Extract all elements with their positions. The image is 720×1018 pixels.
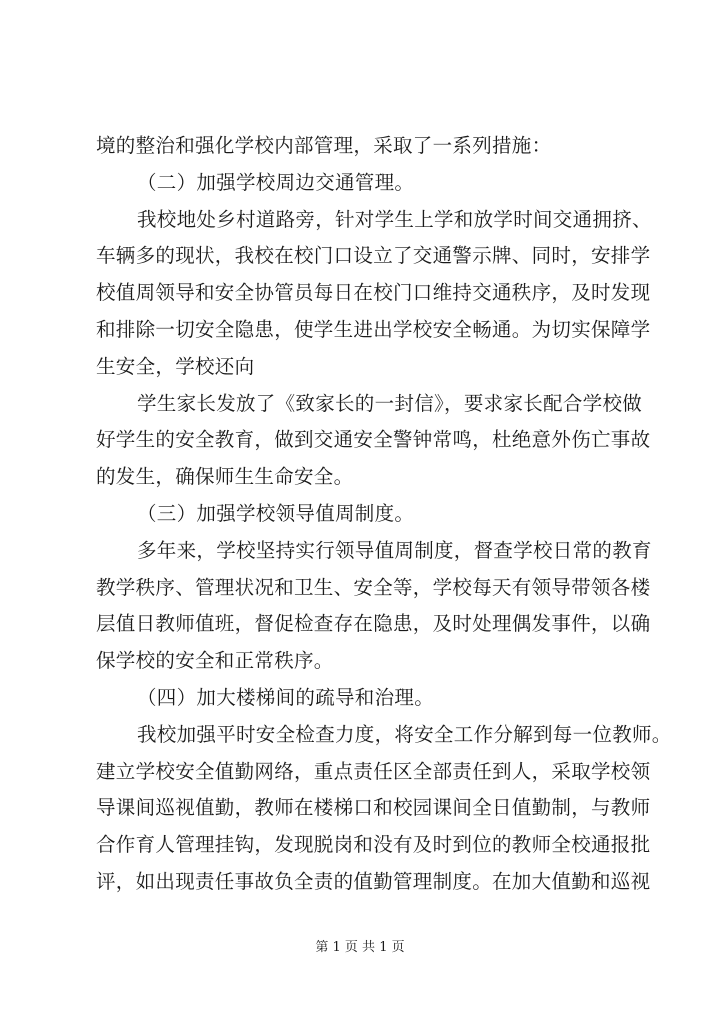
paragraph-line: 导课间巡视值勤，教师在楼梯口和校园课间全日值勤制，与教师 — [96, 796, 651, 820]
section-heading: （三）加强学校领导值周制度。 — [137, 501, 415, 525]
paragraph-line: 好学生的安全教育，做到交通安全警钟常鸣，杜绝意外伤亡事故 — [96, 428, 651, 452]
paragraph-line: 层值日教师值班，督促检查存在隐患，及时处理偶发事件，以确 — [96, 612, 651, 636]
paragraph-line: 保学校的安全和正常秩序。 — [96, 649, 334, 673]
paragraph-line: 我校地处乡村道路旁，针对学生上学和放学时间交通拥挤、 — [137, 207, 652, 231]
paragraph-line: 校值周领导和安全协管员每日在校门口维持交通秩序，及时发现 — [96, 281, 651, 305]
paragraph-line: 境的整治和强化学校内部管理，采取了一系列措施： — [96, 134, 552, 157]
paragraph-line: 和排除一切安全隐患，使学生进出学校安全畅通。为切实保障学 — [96, 317, 651, 341]
paragraph-line: 我校加强平时安全检查力度，将安全工作分解到每一位教师。 — [137, 722, 672, 746]
paragraph-line: 多年来，学校坚持实行领导值周制度，督查学校日常的教育 — [137, 538, 652, 562]
paragraph-line: 建立学校安全值勤网络，重点责任区全部责任到人，采取学校领 — [96, 759, 651, 783]
paragraph-line: 学生家长发放了《致家长的一封信》，要求家长配合学校做 — [137, 391, 643, 415]
paragraph-line: 教学秩序、管理状况和卫生、安全等，学校每天有领导带领各楼 — [96, 575, 651, 599]
paragraph-line: 车辆多的现状，我校在校门口设立了交通警示牌、同时，安排学 — [96, 244, 651, 268]
paragraph-line: 评，如出现责任事故负全责的值勤管理制度。在加大值勤和巡视 — [96, 869, 651, 893]
section-heading: （四）加大楼梯间的疏导和治理。 — [137, 685, 435, 709]
paragraph-line: 的发生，确保师生生命安全。 — [96, 465, 354, 489]
document-body — [96, 128, 672, 901]
section-heading: （二）加强学校周边交通管理。 — [137, 170, 415, 194]
page-number-footer: 第 1 页 共 1 页 — [315, 940, 405, 955]
paragraph-line: 合作育人管理挂钩，发现脱岗和没有及时到位的教师全校通报批 — [96, 833, 651, 857]
paragraph-line: 生安全，学校还向 — [96, 354, 255, 378]
